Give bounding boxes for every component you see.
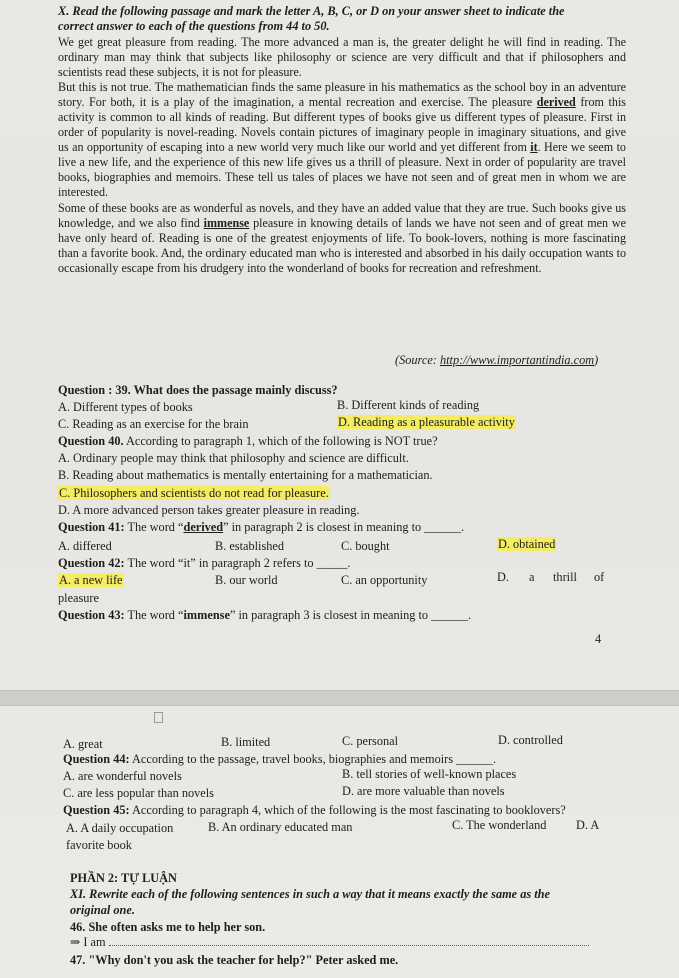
question-45-option-b[interactable]: B. An ordinary educated man (208, 820, 353, 834)
question-44-option-b[interactable]: B. tell stories of well-known places (342, 767, 517, 781)
question-42-option-a[interactable] (58, 573, 124, 588)
question-41-option-d[interactable] (497, 537, 556, 552)
highlighted-answer: D. Reading as a pleasurable activity (338, 415, 515, 429)
question-44-option-c[interactable]: C. are less popular than novels (63, 786, 214, 800)
question-45-stem: Question 45: According to paragraph 4, which of the following is the most fascinating to booklovers? (63, 803, 566, 817)
question-41-option-c[interactable]: C. bought (341, 539, 390, 553)
placeholder-box-icon (154, 712, 163, 723)
part-2-heading: PHẦN 2: TỰ LUẬN (70, 871, 177, 885)
answer-dotted-line (109, 945, 589, 946)
question-41-stem: Question 41: The word “derived” in paragraph 2 is closest in meaning to ______. (58, 520, 465, 534)
question-47-sentence: 47. "Why don't you ask the teacher for help?" Peter asked me. (70, 953, 399, 967)
question-40-option-d[interactable]: D. A more advanced person takes greater pleasure in reading. (58, 503, 360, 517)
highlighted-answer: C. Philosophers and scientists do not read for pleasure. (59, 486, 329, 500)
question-43-stem: Question 43: The word “immense” in paragraph 3 is closest in meaning to ______. (58, 608, 472, 622)
highlighted-answer: D. obtained (498, 537, 556, 551)
passage-source: (Source: http://www.importantindia.com) (395, 353, 599, 367)
question-44-option-d[interactable]: D. are more valuable than novels (342, 784, 505, 798)
question-42-option-b[interactable]: B. our world (215, 573, 278, 587)
question-42-option-c[interactable]: C. an opportunity (341, 573, 428, 587)
question-40-stem: Question 40. According to paragraph 1, which of the following is NOT true? (58, 434, 438, 448)
question-39-option-b[interactable]: B. Different kinds of reading (337, 398, 480, 412)
page-break (0, 690, 679, 706)
section-x-instruction-line2: correct answer to each of the questions from 44 to 50. (58, 19, 330, 33)
question-43-option-a[interactable]: A. great (63, 737, 103, 751)
passage-word-derived: derived (536, 95, 576, 110)
question-42-stem: Question 42: The word “it” in paragraph 2 refers to _____. (58, 556, 351, 570)
question-43-option-b[interactable]: B. limited (221, 735, 271, 749)
question-41-option-a[interactable]: A. differed (58, 539, 112, 553)
source-link[interactable]: http://www.importantindia.com (439, 353, 595, 367)
question-43-option-c[interactable]: C. personal (342, 734, 399, 748)
question-43-option-d[interactable]: D. controlled (498, 733, 563, 747)
question-45-option-a[interactable]: A. A daily occupation (66, 821, 174, 835)
question-45-option-d-continued: favorite book (66, 838, 132, 852)
section-xi-instruction-line2: original one. (70, 903, 135, 917)
question-40-option-b[interactable]: B. Reading about mathematics is mentally entertaining for a mathematician. (58, 468, 433, 482)
question-44-option-a[interactable]: A. are wonderful novels (63, 769, 182, 783)
passage-paragraph-3: Some of these books are as wonderful as novels, and they have an added value that they are true. Such books give us knowledge, and we also find immense pleasure in knowing details of lands we have not seen and of great men we have only heard of. Reading is one of the greatest enjoyments of life. To book-lovers, nothing is more fascinating than a favorite book. And, the ordinary educated man who is interested and absorbed in his daily occupation wants to occasionally escape from his drudgery into the wonderland of books for recreation and refreshment. (58, 200, 626, 275)
question-45-option-d[interactable]: D. A (576, 818, 600, 832)
question-40-option-c[interactable] (58, 486, 330, 501)
question-40-option-a[interactable]: A. Ordinary people may think that philosophy and science are difficult. (58, 451, 409, 465)
page-number: 4 (595, 632, 602, 646)
question-45-option-c[interactable]: C. The wonderland (452, 818, 547, 832)
passage-paragraph-1: We get great pleasure from reading. The more advanced a man is, the greater delight he will find in reading. The ordinary man may think that subjects like philosophy or science are very difficult and that if philosophers and scientists read these subjects, it is not for pleasure. (58, 35, 626, 80)
question-42-option-d-continued: pleasure (58, 591, 99, 605)
highlighted-answer: A. a new life (59, 573, 123, 587)
section-xi-instruction-line1: XI. Rewrite each of the following sentences in such a way that it means exactly the same as the (70, 887, 550, 901)
question-39-option-d[interactable] (337, 415, 516, 430)
reading-passage (58, 35, 626, 276)
question-42-option-d[interactable]: D. a thrill of (497, 570, 605, 584)
passage-paragraph-2: But this is not true. The mathematician finds the same pleasure in his mathematics as the school boy in an adventure story. For both, it is a play of the imagination, a mental recreation and exercise. The pleasure derived from this activity is common to all kinds of reading. But different types of books give us different types of pleasure. First in order of popularity is novel-reading. Novels contain pictures of imaginary people in imaginary situations, and give us an opportunity of escaping into a new world very much like our world and yet different from it. Here we seem to live a new life, and the experience of this new life gives us a thrill of pleasure. Next in order of popularity are travel books, biographies and memoirs. These tell us tales of places we have not seen and of great men in whom we are interested. (58, 80, 627, 200)
question-41-option-b[interactable]: B. established (215, 539, 284, 553)
passage-word-immense: immense (203, 215, 250, 230)
passage-word-it: it (530, 140, 538, 155)
question-44-stem: Question 44: According to the passage, travel books, biographies and memoirs ______. (63, 752, 497, 766)
section-x-instruction-line1: X. Read the following passage and mark the letter A, B, C, or D on your answer sheet to indicate the (58, 4, 565, 18)
question-39-option-a[interactable]: A. Different types of books (58, 400, 193, 414)
question-46-answer-line[interactable]: ⇒ I am (70, 935, 589, 950)
question-39-stem: Question : 39. What does the passage mainly discuss? (58, 383, 338, 397)
question-39-option-c[interactable]: C. Reading as an exercise for the brain (58, 417, 249, 431)
question-46-sentence: 46. She often asks me to help her son. (70, 920, 266, 934)
